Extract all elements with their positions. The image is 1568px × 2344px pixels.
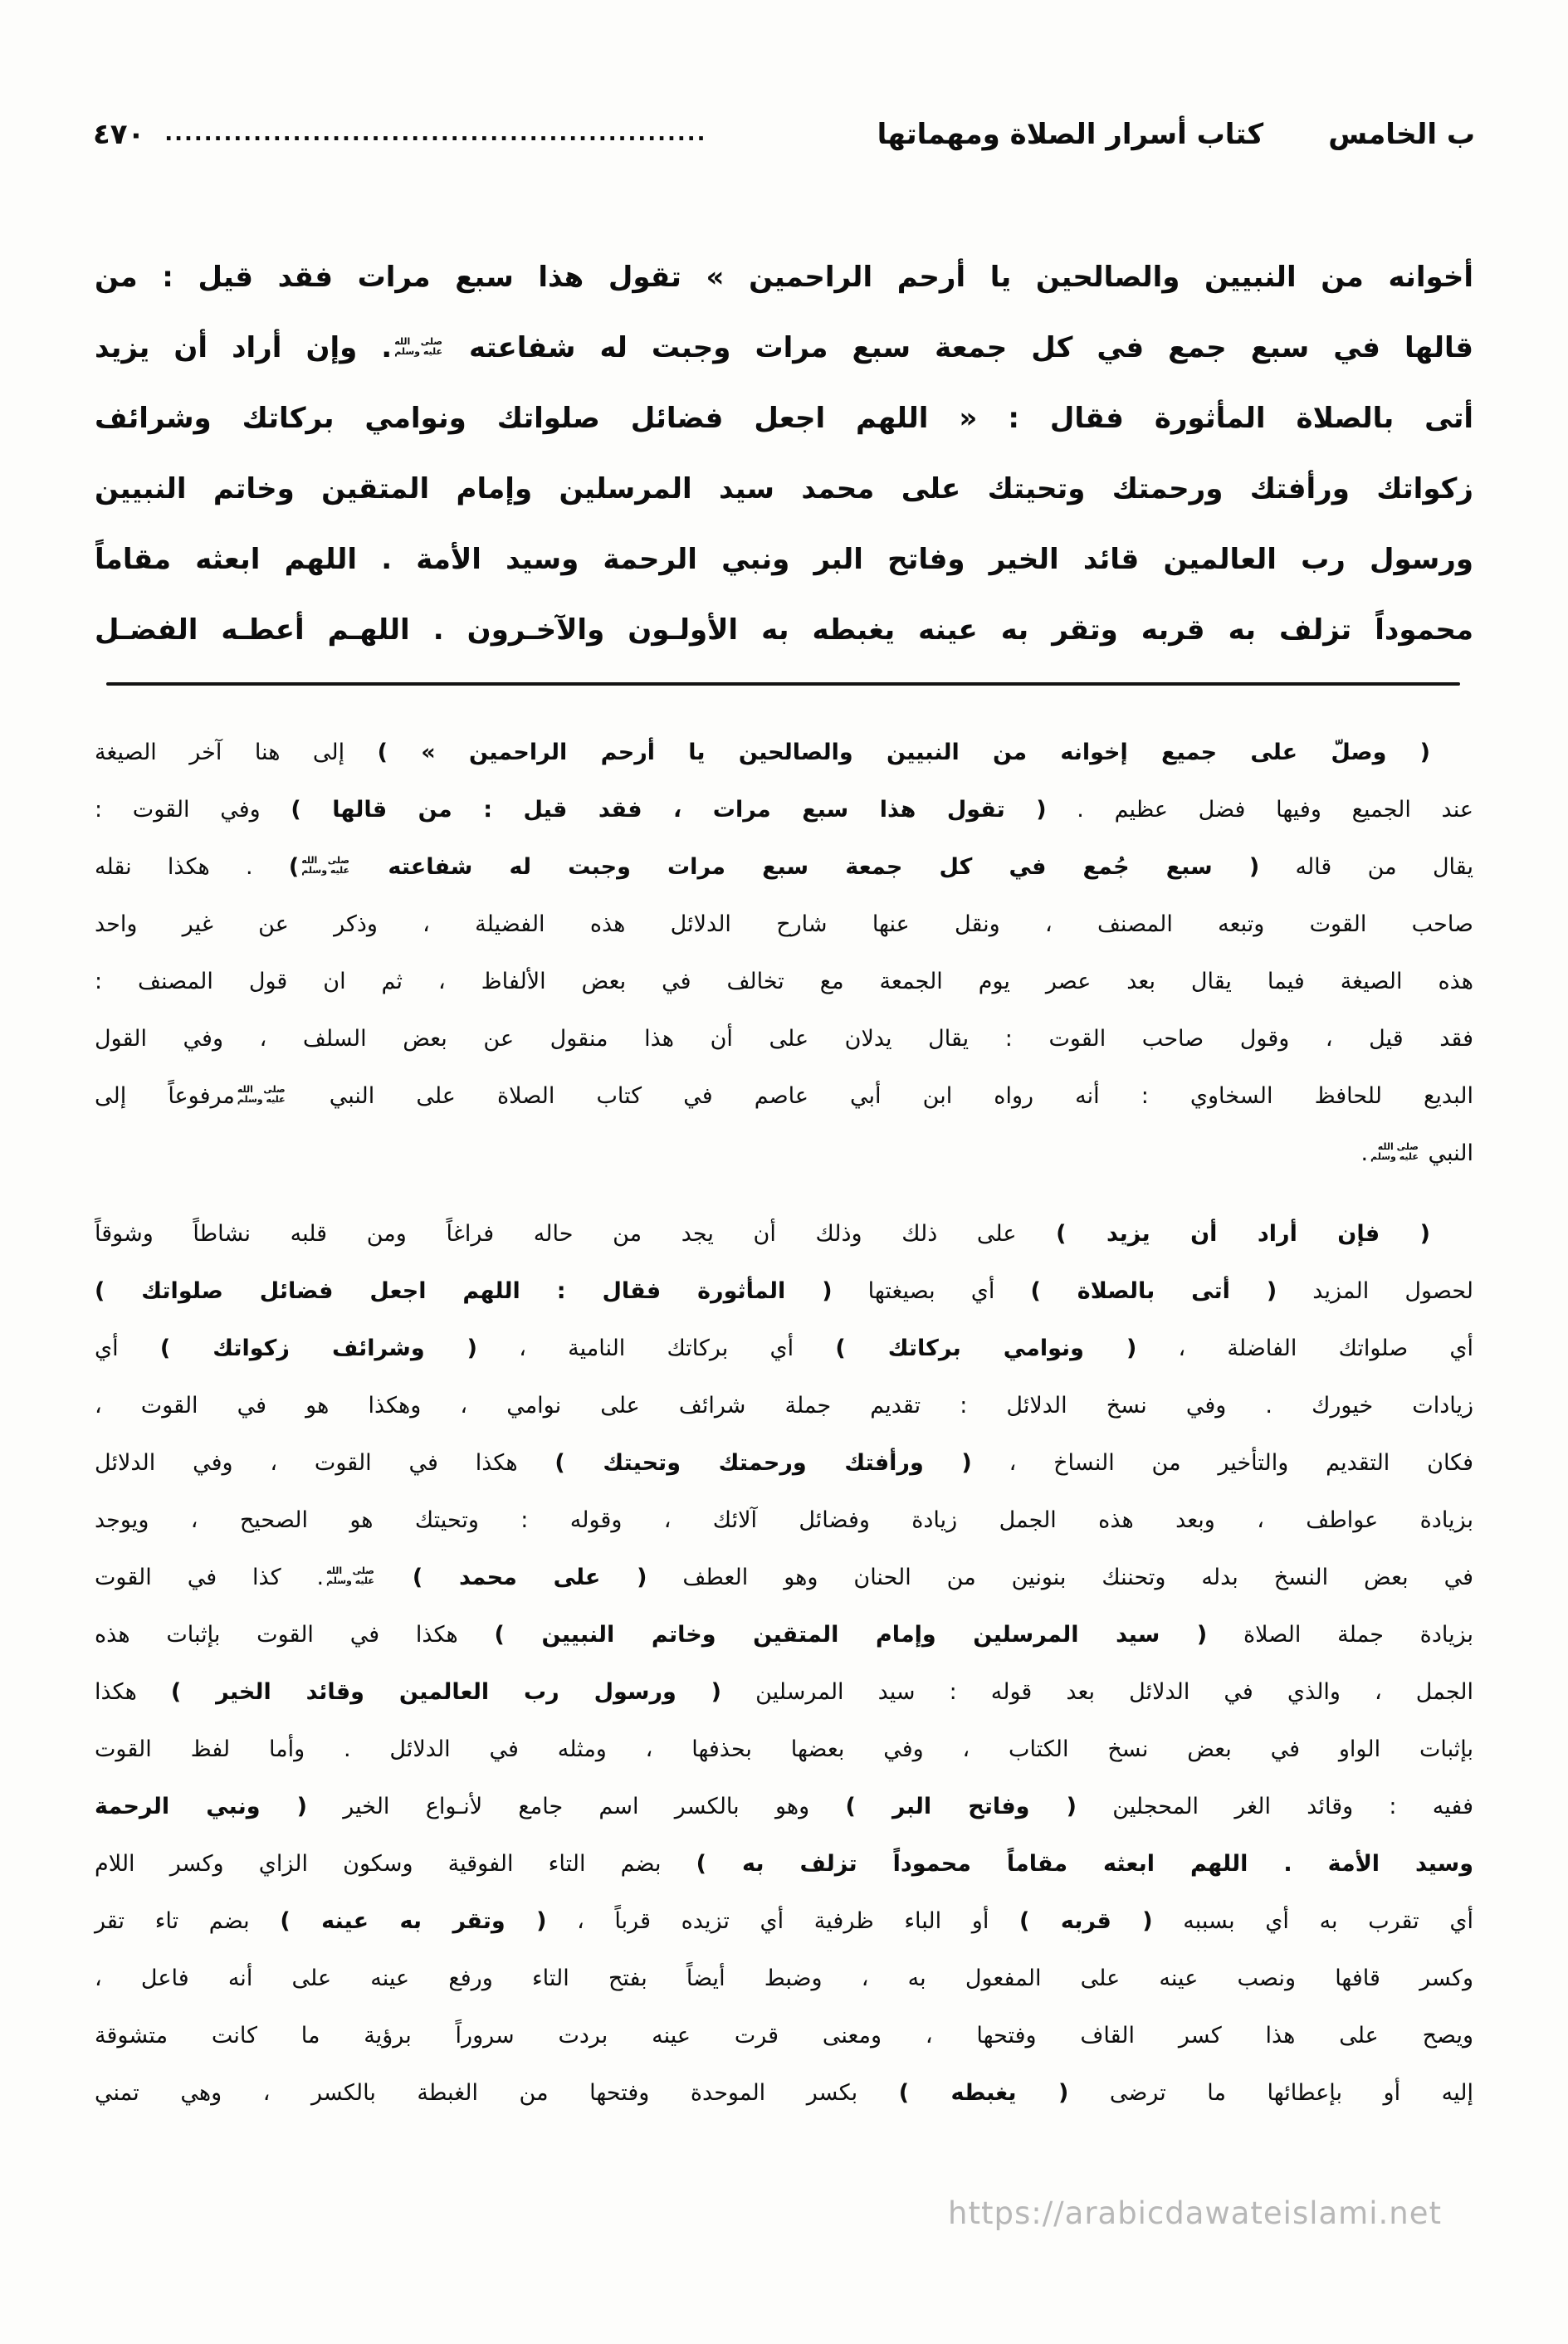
text-line — [95, 1010, 1473, 1067]
body-text: أتى بالصلاة المأثورة فقال : « اللهم اجعل فضائل صلواتك ونوامي بركاتك وشرائف — [95, 402, 1473, 435]
body-text: بضم التاء الفوقية وسكون الزاي وكسر اللام — [95, 1851, 662, 1877]
body-text: البديع للحافظ السخاوي : أنه رواه ابن أبي عاصم في كتاب الصلاة على النبي — [329, 1083, 1473, 1109]
text-line — [95, 1205, 1473, 1262]
body-text: هكذا في القوت ، وفي الدلائل — [95, 1450, 518, 1476]
body-text: . كذا في القوت — [95, 1565, 325, 1590]
text-line — [95, 313, 1473, 383]
pbuh-ligature-icon: صلى الله عليه وسلم — [237, 1083, 286, 1105]
text-line — [95, 1125, 1473, 1182]
text-line — [95, 1492, 1473, 1549]
body-text: على ذلك وذلك أن يجد من حاله فراغاً ومن قلبه نشاطاً وشوقاً — [95, 1221, 1017, 1247]
text-line — [95, 1950, 1473, 2007]
body-text: بزيادة عواطف ، وبعد هذه الجمل زيادة وفضائل آلائك ، وقوله : وتحيتك هو الصحيح ، ويوجد — [95, 1507, 1473, 1533]
body-text: محموداً تزلف به قربه وتقر به عينه يغبطه به الأولـون والآخـرون . اللهـم أعطـه الفضـل — [95, 613, 1473, 647]
body-text: فكان التقديم والتأخير من النساخ ، — [971, 1450, 1474, 1476]
quoted-bold-text: ( فإن أراد أن يزيد ) — [1056, 1221, 1430, 1247]
body-text: وفي القوت : — [95, 797, 261, 823]
body-text: هكذا — [95, 1679, 137, 1705]
body-text: لحصول المزيد — [1277, 1278, 1473, 1304]
quoted-bold-text: ( المأثورة فقال : اللهم اجعل فضائل صلواتك ) — [95, 1278, 833, 1304]
body-text: بضم تاء تقر — [95, 1908, 250, 1934]
body-text: في بعض النسخ بدله وتحننك بنونين من الحنان وهو العطف — [647, 1565, 1473, 1590]
quoted-bold-text: وسيد الأمة . اللهم ابعثه مقاماً محموداً تزلف به ) — [696, 1851, 1473, 1877]
body-text: بزيادة جملة الصلاة — [1207, 1622, 1473, 1648]
body-text: . هكذا نقله — [95, 854, 253, 880]
body-text: صاحب القوت وتبعه المصنف ، ونقل عنها شارح الدلائل هذه الفضيلة ، وذكر عن غير واحد — [95, 911, 1473, 937]
pbuh-ligature-icon: صلى الله عليه وسلم — [1370, 1140, 1419, 1162]
text-line — [95, 1778, 1473, 1835]
quoted-bold-text: ( أتى بالصلاة ) — [1030, 1278, 1277, 1304]
body-text: إلى هنا آخر الصيغة — [95, 740, 345, 765]
quoted-bold-text: ( يغبطه ) — [898, 2080, 1069, 2106]
text-line — [95, 838, 1473, 896]
text-line — [95, 1434, 1473, 1492]
body-text: زيادات خيورك . وفي نسخ الدلائل : تقديم جملة شرائف على نوامي ، وهكذا هو في القوت ، — [95, 1393, 1473, 1419]
quoted-bold-text: ( سبع جُمع في كل جمعة سبع مرات وجبت له شفاعته — [388, 854, 1260, 880]
text-line — [95, 383, 1473, 454]
text-line — [95, 1892, 1473, 1950]
body-text: وهو بالكسر اسم جامع لأنـواع الخير — [306, 1794, 810, 1819]
text-line — [95, 242, 1473, 313]
body-text: بكسر الموحدة وفتحها من الغبطة بالكسر ، وهي تمني — [95, 2080, 858, 2106]
body-text: وكسر قافها ونصب عينه على المفعول به ، وضبط أيضاً بفتح التاء ورفع عينه على أنه فاعل ، — [95, 1966, 1473, 1991]
text-line — [95, 454, 1473, 525]
body-text: . — [1360, 1140, 1369, 1166]
body-text: بإثبات الواو في بعض نسخ الكتاب ، وفي بعضها بحذفها ، ومثله في الدلائل . وأما لفظ القوت — [95, 1736, 1473, 1762]
text-line — [95, 1606, 1473, 1663]
body-text: الجمل ، والذي في الدلائل بعد قوله : سيد المرسلين — [721, 1679, 1473, 1705]
text-line — [95, 781, 1473, 838]
quoted-bold-text: ( تقول هذا سبع مرات ، فقد قيل : من قالها ) — [291, 797, 1047, 823]
body-text: هذه الصيغة فيما يقال بعد عصر يوم الجمعة مع تخالف في بعض الألفاظ ، ثم ان قول المصنف : — [95, 969, 1473, 994]
body-text: ورسول رب العالمين قائد الخير وفاتح البر ونبي الرحمة وسيد الأمة . اللهم ابعثه مقاماً — [95, 543, 1473, 576]
body-text: النبي — [1428, 1140, 1473, 1166]
text-line — [95, 1663, 1473, 1721]
body-text: أي بصيغتها — [832, 1278, 995, 1304]
body-text: أي صلواتك الفاضلة ، — [1136, 1336, 1474, 1361]
page-number: ٤٧٠ — [93, 118, 145, 151]
quoted-bold-text: ( ورأفتك ورحمتك وتحيتك ) — [554, 1450, 972, 1476]
commentary-block — [95, 724, 1473, 2122]
quoted-bold-text: ( وشرائف زكواتك ) — [159, 1336, 477, 1361]
quoted-bold-text: ) — [288, 854, 300, 880]
main-text-block — [95, 242, 1473, 666]
quoted-bold-text: ( سيد المرسلين وإمام المتقين وخاتم النبيين ) — [494, 1622, 1208, 1648]
book-title: كتاب أسرار الصلاة ومهماتها — [877, 118, 1264, 151]
body-text: قالها في سبع جمع في كل جمعة سبع مرات وجبت له شفاعته — [469, 331, 1473, 364]
body-text: أي بركاتك النامية ، — [477, 1336, 794, 1361]
body-text: زكواتك ورأفتك ورحمتك وتحيتك على محمد سيد المرسلين وإمام المتقين وخاتم النبيين — [95, 472, 1473, 505]
body-text: أي تقرب به أي بسببه — [1152, 1908, 1473, 1934]
text-line — [95, 1549, 1473, 1606]
body-text: هكذا في القوت بإثبات هذه — [95, 1622, 458, 1648]
text-line — [95, 1067, 1473, 1125]
body-text: مرفوعاً إلى — [95, 1083, 235, 1109]
text-line — [95, 1377, 1473, 1434]
text-line — [95, 2064, 1473, 2122]
quoted-bold-text: ( ورسول رب العالمين وقائد الخير ) — [170, 1679, 722, 1705]
body-text: أخوانه من النبيين والصالحين يا أرحم الراحمين » تقول هذا سبع مرات فقد قيل : من — [95, 261, 1473, 294]
body-text: أي — [95, 1336, 119, 1361]
pbuh-ligature-icon: صلى الله عليه وسلم — [326, 1565, 374, 1586]
dots-leader: ....................................................... — [164, 121, 707, 146]
text-line — [95, 1262, 1473, 1320]
body-text: أو الباء ظرفية أي تزيده قرباً ، — [546, 1908, 989, 1934]
text-line — [95, 724, 1473, 781]
text-line — [95, 1835, 1473, 1892]
body-text: إليه أو بإعطائها ما ترضى — [1068, 2080, 1474, 2106]
body-text: ويصح على هذا كسر القاف وفتحها ، ومعنى قرت عينه بردت سروراً برؤية ما كانت متشوقة — [95, 2023, 1473, 2049]
quoted-bold-text: ( ونبي الرحمة — [95, 1794, 307, 1819]
text-line — [95, 525, 1473, 595]
quoted-bold-text: ( وصلّ على جميع إخوانه من النبيين والصالحين يا أرحم الراحمين » ) — [377, 740, 1430, 765]
chapter-label: ب الخامس — [1328, 118, 1475, 151]
body-text: فقد قيل ، وقول صاحب القوت : يقال يدلان على أن هذا منقول عن بعض السلف ، وفي القول — [95, 1026, 1473, 1052]
pbuh-ligature-icon: صلى الله عليه وسلم — [301, 854, 350, 876]
text-line — [95, 2007, 1473, 2064]
pbuh-ligature-icon: صلى الله عليه وسلم — [394, 335, 442, 357]
quoted-bold-text: ( على محمد ) — [412, 1565, 647, 1590]
quoted-bold-text: ( ونوامي بركاتك ) — [835, 1336, 1137, 1361]
separator-rule — [106, 682, 1460, 686]
body-text: ففيه : وقائد الغر المحجلين — [1076, 1794, 1473, 1819]
body-text: عند الجميع وفيها فضل عظيم . — [1046, 797, 1473, 823]
quoted-bold-text: ( وتقر به عينه ) — [280, 1908, 547, 1934]
quoted-bold-text: ( قربه ) — [1019, 1908, 1153, 1934]
text-line — [95, 1721, 1473, 1778]
page-header — [93, 118, 1475, 151]
text-line — [95, 595, 1473, 666]
text-line — [95, 1320, 1473, 1377]
quoted-bold-text: ( وفاتح البر ) — [845, 1794, 1077, 1819]
text-line — [95, 896, 1473, 953]
body-text: يقال من قاله — [1259, 854, 1473, 880]
watermark-url: https://arabicdawateislami.net — [948, 2195, 1442, 2231]
body-text: . وإن أراد أن يزيد — [95, 331, 393, 364]
text-line — [95, 953, 1473, 1010]
